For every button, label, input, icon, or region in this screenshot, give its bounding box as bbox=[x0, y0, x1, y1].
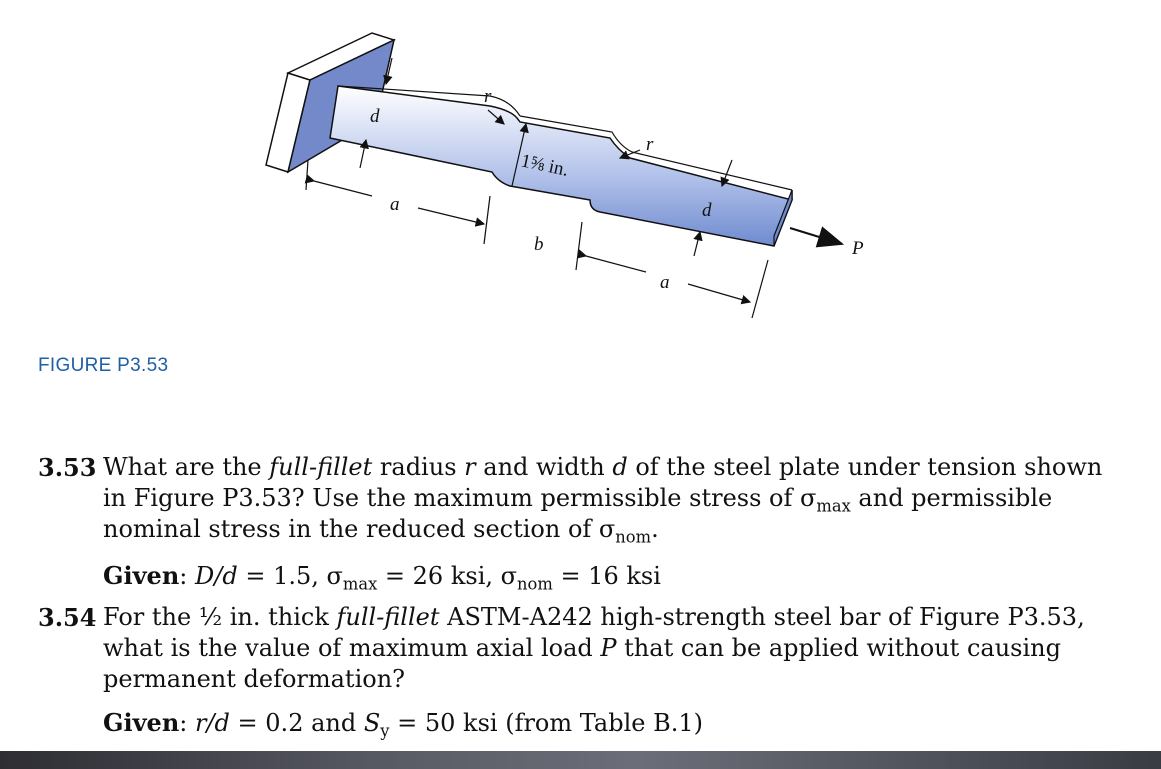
label-a-right: a bbox=[660, 272, 670, 293]
text: that can be applied without causing permanent deformation? bbox=[103, 634, 1061, 693]
text: = 1.5, σ bbox=[237, 562, 343, 590]
figure-p3-53 bbox=[0, 0, 1161, 340]
text: What are the bbox=[103, 453, 270, 481]
subscript: max bbox=[342, 574, 378, 594]
problem-3-54 bbox=[38, 602, 1103, 695]
text: = 0.2 and bbox=[229, 709, 364, 737]
label-r-right: r bbox=[646, 134, 654, 155]
given-label: Given bbox=[103, 708, 180, 737]
text: and width bbox=[475, 453, 613, 481]
text: = 50 ksi (from Table B.1) bbox=[389, 709, 703, 737]
problem-3-53 bbox=[38, 452, 1103, 545]
ratio: r/d bbox=[195, 709, 230, 737]
term: full-fillet bbox=[336, 603, 440, 631]
variable: P bbox=[600, 634, 617, 662]
text: . bbox=[651, 515, 659, 543]
label-width: 1⅝ in. bbox=[518, 150, 571, 181]
subscript: nom bbox=[517, 574, 553, 594]
label-d-right: d bbox=[702, 200, 712, 221]
ratio: D/d bbox=[195, 562, 238, 590]
text: = 16 ksi bbox=[552, 562, 661, 590]
problem-number: 3.53 bbox=[38, 453, 97, 482]
given-label: Given bbox=[103, 561, 180, 590]
text: ASTM-A242 high-strength steel bar of Figure P3.53, what is the value of maximum axial load bbox=[103, 603, 1085, 662]
label-a-left: a bbox=[390, 194, 400, 215]
variable: r bbox=[464, 453, 476, 481]
bottom-bar bbox=[0, 751, 1161, 769]
text: For the ½ in. thick bbox=[103, 603, 337, 631]
label-b: b bbox=[534, 234, 544, 255]
text: = 26 ksi, σ bbox=[377, 562, 518, 590]
text: : bbox=[179, 709, 195, 737]
problem-statement bbox=[103, 452, 1103, 545]
figure-caption: FIGURE P3.53 bbox=[38, 355, 169, 376]
subscript: nom bbox=[615, 527, 652, 547]
text: : bbox=[179, 562, 195, 590]
term: full-fillet bbox=[269, 453, 373, 481]
text: and permissible nominal stress in the reduced section of σ bbox=[103, 484, 1053, 543]
label-r-top: r bbox=[484, 86, 492, 107]
subscript: y bbox=[380, 721, 390, 741]
given-3-54 bbox=[103, 708, 703, 741]
variable: S bbox=[363, 709, 381, 737]
problem-statement bbox=[103, 602, 1103, 695]
problem-number: 3.54 bbox=[38, 603, 97, 632]
label-d-left: d bbox=[370, 106, 380, 127]
given-3-53 bbox=[103, 561, 661, 594]
text: of the steel plate under tension shown in Figure P3.53? Use the maximum permissible stress of σ bbox=[103, 453, 1103, 512]
label-load-p: P bbox=[852, 238, 864, 259]
subscript: max bbox=[816, 496, 851, 516]
variable: d bbox=[612, 453, 628, 481]
text: radius bbox=[372, 453, 465, 481]
